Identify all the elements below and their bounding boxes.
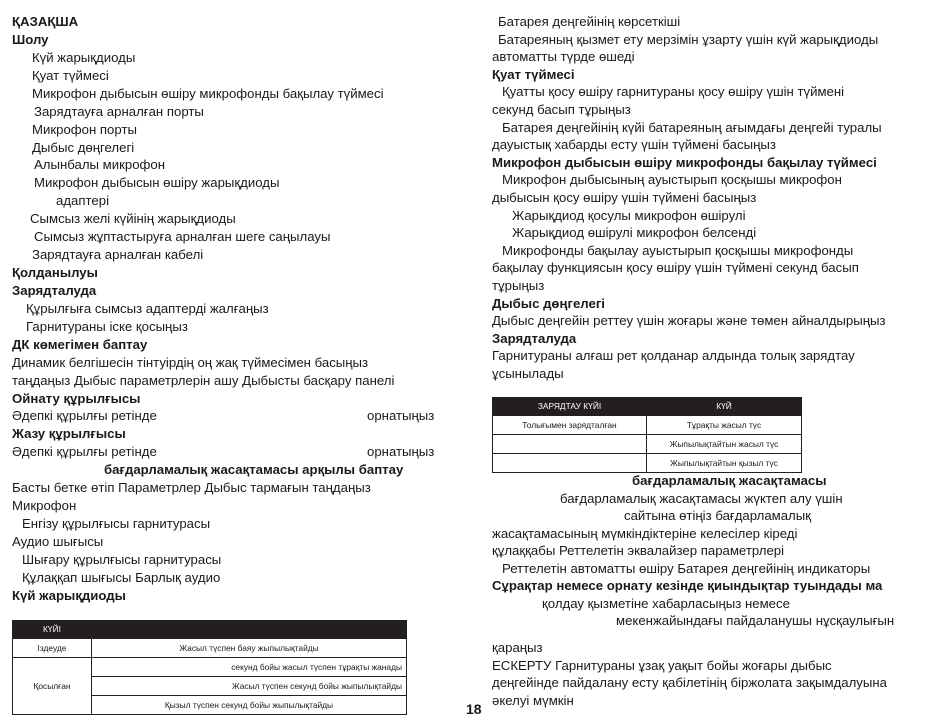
text-line [498, 31, 878, 49]
text-line-content: Реттелетін автоматты өшіру Батарея деңгейінің индикаторы [502, 560, 871, 576]
section-heading [12, 282, 96, 300]
text-line [12, 407, 435, 425]
text-line [512, 224, 756, 242]
section-heading [492, 66, 574, 84]
table-header-status: КҮЙІ [13, 621, 92, 639]
text-line-content: құлаққабы Реттелетін эквалайзер параметрлері [492, 543, 785, 559]
text-line-content: автоматты түрде өшеді [492, 49, 635, 65]
text-line-content: Енгізу құрылғысы гарнитурасы [22, 516, 211, 532]
text-line-content: Микрофон дыбысын өшіру жарықдиоды [34, 175, 280, 191]
text-line [32, 139, 134, 157]
text-line [22, 515, 210, 533]
text-line-content: ұсынылады [492, 366, 564, 381]
text-line [502, 119, 882, 137]
text-line-content: Зарядтауға арналған кабелі [32, 247, 204, 263]
text-line-right: орнатыңыз [367, 444, 435, 460]
text-line-right: орнатыңыз [367, 408, 435, 424]
text-line-content: Шолу [12, 31, 49, 47]
text-line-content: секунд басып тұрыңыз [492, 102, 631, 117]
text-line-content: Әдепкі құрылғы ретінде [12, 408, 157, 424]
text-line-content: Дыбыс дөңгелегі [492, 295, 605, 311]
table-cell [493, 454, 647, 473]
section-heading [104, 461, 403, 479]
text-line-content: Микрофон дыбысының ауыстырып қосқышы микрофон [502, 172, 842, 188]
text-line [492, 277, 544, 295]
text-line [26, 300, 269, 318]
text-line [32, 49, 135, 67]
table-cell: секунд бойы жасыл түспен тұрақты жанады [92, 658, 407, 677]
text-line-content: Батарея деңгейінің күйі батареяның ағымдағы деңгейі туралы [502, 119, 882, 135]
table-cell: Іздеуде [13, 639, 92, 658]
text-line-content: Құрылғыға сымсыз адаптерді жалғаңыз [26, 300, 269, 316]
text-line-content: ДК көмегімен баптау [12, 336, 148, 352]
text-line-content: Микрофон [12, 498, 77, 514]
text-line-content: Зарядталуда [12, 282, 97, 298]
text-line-content: бағдарламалық жасақтамасы арқылы баптау [104, 462, 404, 478]
table-cell: Қосылған [13, 658, 92, 715]
section-heading [12, 425, 126, 443]
text-line-content: Микрофонды бақылау ауыстырып қосқышы микрофонды [502, 242, 854, 258]
section-heading [492, 577, 882, 595]
text-line-content: ЕСКЕРТУ Гарнитураны ұзақ уақыт бойы жоғары дыбыс [492, 657, 832, 673]
text-line [616, 612, 894, 630]
text-line-content: Гарнитураны іске қосыңыз [26, 318, 188, 334]
text-line [560, 490, 843, 508]
text-line [492, 639, 543, 657]
table-cell: Қызыл түспен секунд бойы жыпылықтайды [92, 696, 407, 715]
text-line [624, 507, 811, 525]
table-cell: Жасыл түспен секунд бойы жыпылықтайды [92, 677, 407, 696]
text-line-content: Сымсыз желі күйінің жарықдиоды [30, 211, 236, 227]
text-line [22, 569, 220, 587]
text-line-content: Сұрақтар немесе орнату кезінде қиындықтар туындады ма [492, 578, 883, 594]
text-line [502, 171, 842, 189]
section-heading [12, 336, 147, 354]
text-line [26, 318, 188, 336]
text-line [492, 48, 635, 66]
table-header-state: КҮЙ [647, 398, 802, 416]
text-line [12, 497, 76, 515]
text-line-content: Микрофон дыбысын өшіру микрофонды бақылау түймесі [492, 154, 877, 170]
table-cell: Жыпылықтайтын қызыл түс [647, 454, 802, 473]
text-line [492, 692, 574, 710]
table-header-charging-status: ЗАРЯДТАУ КҮЙІ [493, 398, 647, 416]
text-line [542, 595, 790, 613]
text-line [32, 246, 203, 264]
text-line-content: бағдарламалық жасақтамасы [632, 473, 827, 488]
charging-status-table [492, 397, 802, 473]
text-line [492, 657, 832, 675]
page-number: 18 [466, 701, 482, 717]
text-line-content: Құлаққап шығысы Барлық аудио [22, 569, 221, 585]
section-heading [12, 264, 98, 282]
text-line-content: Жазу құрылғысы [12, 426, 126, 442]
text-line [34, 228, 330, 246]
text-line [502, 560, 870, 578]
text-line-content: жасақтамасының мүмкіндіктеріне келесілер кіреді [492, 525, 798, 541]
text-line-content: әкелуі мүмкін [492, 692, 574, 708]
text-line-content: Жарықдиод өшірулі микрофон белсенді [512, 225, 757, 241]
text-line [492, 136, 776, 154]
section-heading [632, 472, 827, 490]
text-line-content: адаптері [56, 193, 109, 209]
text-line-content: Қуат түймесі [492, 66, 575, 82]
table-row [493, 435, 802, 454]
text-line-content: Күй жарықдиоды [12, 587, 126, 603]
section-heading [492, 295, 605, 313]
text-line-content: Батарея деңгейінің көрсеткіші [498, 14, 681, 29]
text-line [12, 443, 435, 461]
text-line [492, 347, 855, 365]
text-line [502, 242, 853, 260]
text-line [492, 312, 886, 330]
text-line-content: Қуат түймесі [32, 67, 109, 83]
text-line-content: Ойнату құрылғысы [12, 390, 141, 406]
text-line [56, 192, 109, 210]
text-line [32, 85, 384, 103]
text-line [492, 365, 564, 383]
text-line-content: Динамик белгішесін тінтуірдің оң жақ түймесімен басыңыз [12, 354, 369, 370]
text-line [492, 542, 784, 560]
text-line-content: Аудио шығысы [12, 533, 104, 549]
text-line-content: Әдепкі құрылғы ретінде [12, 444, 157, 460]
text-line [492, 189, 756, 207]
text-line-content: Микрофон дыбысын өшіру микрофонды бақылау түймесі [32, 85, 384, 101]
text-line [32, 67, 109, 85]
text-line-content: дыбысын қосу өшіру үшін түймені басыңыз [492, 190, 757, 205]
text-line-content: Жарықдиод қосулы микрофон өшірулі [512, 207, 746, 223]
text-line-content: Гарнитураны алғаш рет қолданар алдында толық зарядтау [492, 348, 855, 364]
table-cell: Тұрақты жасыл түс [647, 416, 802, 435]
text-line-content: Зарядтауға арналған порты [34, 103, 204, 119]
text-line [492, 674, 887, 692]
table-row [13, 639, 407, 658]
table-header-description [92, 621, 407, 639]
text-line [12, 354, 368, 372]
text-line-content: Басты бетке өтіп Параметрлер Дыбыс тармағын таңдаңыз [12, 480, 371, 496]
text-line-content: Қуатты қосу өшіру гарнитураны қосу өшіру үшін түймені [502, 84, 845, 100]
section-heading [12, 31, 49, 49]
text-line [512, 207, 746, 225]
text-line [34, 103, 204, 121]
text-line-content: бақылау функциясын қосу өшіру үшін түймені секунд басып [492, 260, 859, 276]
table-row [13, 658, 407, 677]
table-row [493, 454, 802, 473]
text-line-content: Алынбалы микрофон [34, 157, 166, 173]
text-line-content: Зарядталуда [492, 330, 577, 346]
table-cell: Толығымен зарядталған [493, 416, 647, 435]
text-line-content: қараңыз [492, 639, 543, 655]
text-line-content: таңдаңыз Дыбыс параметрлерін ашу Дыбысты басқару панелі [12, 372, 395, 388]
text-line [22, 551, 221, 569]
text-line-content: дауыстық хабарды есту үшін түймені басыңыз [492, 137, 776, 153]
text-line-content: Сымсыз жұптастыруға арналған шеге саңылауы [34, 229, 331, 245]
text-line [492, 525, 797, 543]
text-line [12, 479, 371, 497]
section-heading [492, 330, 576, 348]
text-line-content: тұрыңыз [492, 278, 545, 293]
section-heading [12, 13, 78, 31]
text-line-content: Батареяның қызмет ету мерзімін ұзарту үшін күй жарықдиоды [498, 31, 879, 47]
table-cell: Жыпылықтайтын жасыл түс [647, 435, 802, 454]
text-line-content: сайтына өтіңіз бағдарламалық [624, 508, 812, 524]
text-line-content: Дыбыс деңгейін реттеу үшін жоғары және төмен айналдырыңыз [492, 313, 886, 329]
text-line-content: Шығару құрылғысы гарнитурасы [22, 551, 222, 567]
text-line [492, 259, 859, 277]
table-row [493, 416, 802, 435]
text-line-content: Микрофон порты [32, 121, 137, 137]
text-line-content: ҚАЗАҚША [12, 14, 79, 29]
section-heading [12, 587, 126, 605]
text-line [492, 101, 631, 119]
table-cell [493, 435, 647, 454]
text-line [34, 174, 279, 192]
text-line [34, 156, 165, 174]
text-line [498, 13, 680, 31]
table-cell: Жасыл түспен баяу жыпылықтайды [92, 639, 407, 658]
text-line [32, 121, 137, 139]
text-line-content: Күй жарықдиоды [32, 49, 136, 65]
section-heading [12, 390, 140, 408]
text-line-content: бағдарламалық жасақтамасы жүктеп алу үшін [560, 490, 843, 506]
text-line-content: Дыбыс дөңгелегі [32, 139, 135, 155]
section-heading [492, 154, 877, 172]
text-line [12, 533, 103, 551]
status-led-table [12, 620, 407, 715]
text-line-content: мекенжайындағы пайдаланушы нұсқаулығын [616, 613, 895, 629]
text-line-content: Қолданылуы [12, 265, 98, 281]
text-line-content: деңгейінде пайдалану есту қабілетінің біржолата зақымдалуына [492, 675, 887, 691]
text-line [30, 210, 236, 228]
text-line [502, 83, 844, 101]
text-line [12, 372, 394, 390]
text-line-content: қолдау қызметіне хабарласыңыз немесе [542, 595, 790, 611]
